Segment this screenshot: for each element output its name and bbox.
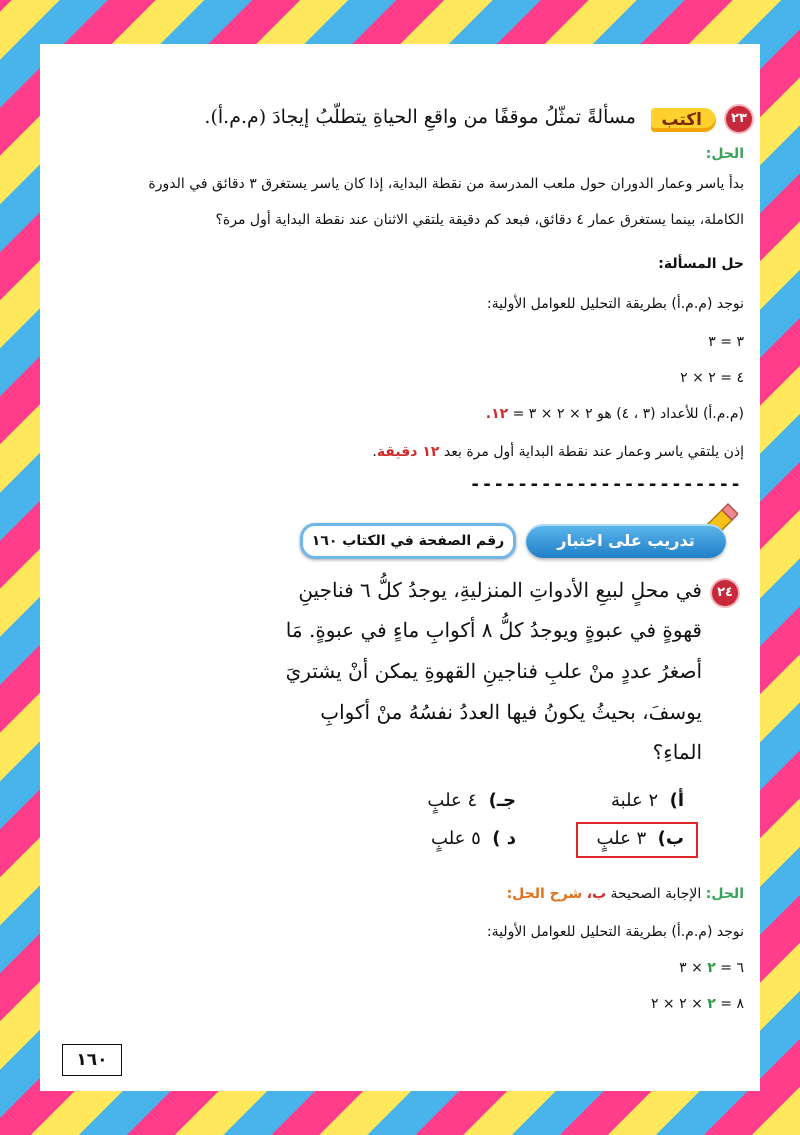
- question-number-24: ٢٤: [712, 580, 738, 606]
- conclusion-value: ١٢ دقيقة: [376, 444, 440, 460]
- option-c-letter: جـ): [488, 790, 516, 811]
- option-d-text: ٥ علبٍ: [431, 828, 481, 849]
- option-b-text: ٣ علبٍ: [596, 828, 647, 849]
- option-a-letter: أ): [669, 790, 684, 811]
- option-d-letter: د ): [492, 828, 516, 849]
- explanation-label: شرح الحل:: [506, 886, 583, 902]
- factor-3: ٣ = ٣: [708, 334, 744, 350]
- q24-line-5: الماءِ؟: [652, 740, 702, 764]
- method-line-24: نوجد (م.م.أ) بطريقة التحليل للعوامل الأولية:: [486, 924, 744, 940]
- q24-line-1: في محلٍ لبيعِ الأدواتِ المنزليةِ، يوجدُ كلُّ ٦ فناجينِ: [298, 578, 702, 602]
- q24-answer-line: [507, 886, 744, 902]
- question-number-23: ٢٣: [726, 106, 752, 132]
- lcm-text: (م.م.أ) للأعداد (٣ ، ٤) هو ٢ × ٢ × ٣ =: [512, 406, 744, 422]
- conclusion-text: إذن يلتقي ياسر وعمار عند نقطة البداية أول مرة بعد: [443, 444, 744, 460]
- option-b: [596, 828, 684, 849]
- factor-8-green: ٢: [707, 996, 716, 1012]
- factor-6-left: ٦ =: [720, 960, 744, 976]
- q24-line-3: أصغرُ عددٍ منْ علبِ فناجينِ القهوةِ يمكن أنْ يشتريَ: [285, 659, 702, 683]
- lcm-value: ١٢.: [485, 406, 509, 422]
- problem-solution-label: حل المسألة:: [658, 256, 744, 272]
- factor-6-right: × ٣: [679, 960, 703, 976]
- factor-8-right: × ٢ × ٢: [650, 996, 703, 1012]
- write-badge: اكتب: [651, 108, 716, 132]
- option-d: [431, 828, 516, 849]
- solution-label-23: الحل:: [705, 146, 744, 162]
- factor-6-green: ٢: [707, 960, 716, 976]
- page: [40, 44, 760, 1091]
- option-a: [611, 790, 684, 811]
- method-line-23: نوجد (م.م.أ) بطريقة التحليل للعوامل الأولية:: [486, 296, 744, 312]
- answer-text: الإجابة الصحيحة: [610, 886, 702, 902]
- q24-line-4: يوسفَ، بحيثُ يكونُ فيها العددُ نفسُهُ منْ أكوابِ: [320, 700, 702, 724]
- problem-line-2: الكاملة، بينما يستغرق عمار ٤ دقائق، فبعد كم دقيقة يلتقي الاثنان عند نقطة البداية أول مرة؟: [215, 212, 744, 228]
- factor-8: [651, 996, 744, 1012]
- lcm-line: [486, 406, 744, 422]
- question-23-prompt: مسألةً تمثّلُ موقفًا من واقعِ الحياةِ يتطلّبُ إيجادَ (م.م.أ).: [204, 106, 636, 128]
- practice-banner: تدريب على اختبار: [526, 524, 726, 558]
- conclusion-line: [372, 444, 744, 460]
- page-number: ١٦٠: [62, 1044, 122, 1076]
- page-reference: رقم الصفحة في الكتاب ١٦٠: [300, 523, 516, 559]
- answer-letter: ب،: [586, 886, 607, 902]
- option-a-text: ٢ علبة: [610, 790, 659, 811]
- factor-6: [679, 960, 744, 976]
- q24-line-2: قهوةٍ في عبوةٍ ويوجدُ كلُّ ٨ أكوابِ ماءٍ في عبوةٍ. مَا: [285, 618, 702, 642]
- option-b-letter: ب): [657, 828, 684, 849]
- divider: -----------------------: [469, 474, 742, 495]
- factor-4: ٤ = ٢ × ٢: [680, 370, 744, 386]
- question-24-box: [285, 568, 738, 864]
- factor-8-left: ٨ =: [720, 996, 744, 1012]
- option-c-text: ٤ علبٍ: [427, 790, 478, 811]
- solution-label-24: الحل:: [705, 886, 744, 902]
- problem-line-1: بدأ ياسر وعمار الدوران حول ملعب المدرسة من نقطة البداية، إذا كان ياسر يستغرق ٣ دقائق في الدورة: [148, 176, 744, 192]
- conclusion-end: .: [372, 444, 377, 460]
- option-c: [427, 790, 516, 811]
